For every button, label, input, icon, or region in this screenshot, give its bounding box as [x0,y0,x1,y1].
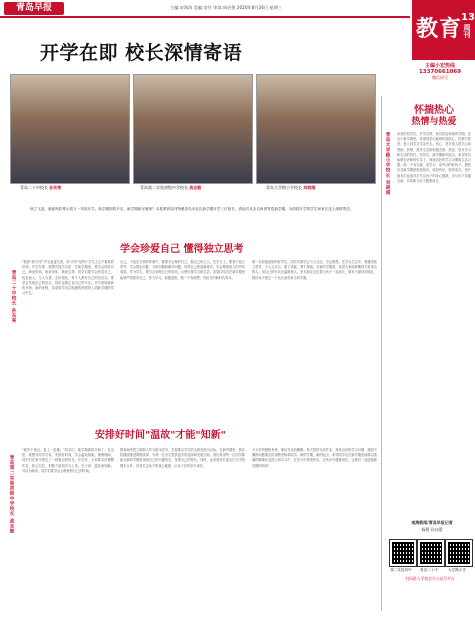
masthead-logo: 青岛早报 [4,2,64,15]
qr-caption-3: 大学路小学 [448,568,466,572]
qr-caption-2: 青岛二十中 [420,568,438,572]
host-label: 主编小宏热线 [424,63,455,69]
credit-line-1: 观海新闻/青岛早报记者 [411,520,453,525]
section-label: 周刊 [463,24,471,38]
photo-principal-2 [133,74,253,184]
qr-code-2[interactable] [418,540,444,566]
host-wechat: 微信同号 [432,75,448,80]
section-title: 教育 [416,17,463,42]
qr-caption-1: 第二实验初中 [390,568,412,572]
article-1-col-3: 做一名积极进取的好学生。同学们要学会与人交往，学会感恩。在学习生活中，要懂得独立思考，不人云亦云，敢于质疑，勇于探索。在新的学期里，希望大家能够懂得关爱身边的人，用自己的行动去温暖他人。家长朋友们也要与孩子一起成长，做孩子最好的朋友，陪伴孩子度过一个充实而有意义的学期。 [252,260,377,280]
photo-caption-1: 青岛二十中校长 孙东亮 [20,185,62,190]
article-1-col-1: "根深"和"开学"并无直接关系，但"开学"是每个学生人生中重要的时刻。开学在即，我想对同学们说：在新学期里，要学会珍爱自己，珍爱时间，珍爱身体，珍爱生命。同学们要学会欣赏自己，包容他人，与人为善，友好相处。每个人都有自己的闪光点，要学会发现自己的优点，同时也要正视自己的不足。开学意味着新的开始，新的征程，希望同学们以饱满的热情投入到新学期的学习中去。 [22,260,114,296]
article-3-body: 亲爱的同学们，开学在即，我们将迎来新的学期。在这个新学期里，希望同学们能够怀揣热心，热情与热爱，投入到学习生活中去。热心，是对他人的关心和帮助；热情，是对生活的积极态度；热爱，是对学习和生活的热忱。同学们，新学期新的起点，希望你们能够在老师的引导下，养成良好的学习习惯和生活习惯，做一个有礼貌、爱学习、爱劳动的好孩子。愿你们在新学期里收获知识，收获快乐，收获成长。家长朋友们也请多多关注孩子的身心健康，多与孩子沟通交流，共同助力孩子健康成长。 [397,132,471,183]
article-3-byline: 青岛大学路小学校长 刘晓娟 [385,132,390,196]
article-2-col-1: "欲穷千里目，更上一层楼。"同学们，新学期即将开始了。在这里，我想对同学们说，安排好时间，学会温故知新。暑假期间，同学们在家中度过了一段难忘的时光。开学后，大家要尽快调整作息，收心归位，把精力放到学习上来。孔子说：温故而知新，可以为师矣。同学们要学会合理规划自己的时间。 [22,448,114,473]
photo-caption-3: 青岛大学路小学校长 刘晓娟 [266,185,316,190]
qr-footer: 扫码进入学校官方公众号平台 [405,576,455,581]
qr-code-1[interactable] [390,540,416,566]
intro-text: 秋之飞尧，渐欲绚彩预示着又一年的开学。新学期即将开启，新学期新在哪里？本报教育周刊特邀青岛市北区新学期开学三位校长，请他们从各自角度寄语新学期，为即将开学的学生和家长送上深情寄语。 [30,207,354,211]
article-3-title-2: 热情与热爱 [411,117,457,127]
photo-principal-1 [10,74,130,184]
masthead-info: 主编:宋海涛 美编:安丹 审读:周启悦 2020年8月26日 星期三 [170,5,282,10]
article-1-title: 学会珍爱自己 懂得独立思考 [120,244,244,255]
article-2-col-2: 教育始终把立德树人作为根本任务，学校要以学生的全面发展为目标。在新学期里，我们将继续推进课程改革，为每一位学生提供更多的选择和发展空间。我们希望每一位同学都能在新的学期里找到自己的兴趣所在，发挥自己的特长。同时，也希望家长朋友们与学校携手合作，共同关注孩子的身心健康，让孩子在快乐中成长。 [120,448,245,468]
article-3-title-1: 怀揣热心 [414,105,454,116]
page-number: 13 [461,12,475,23]
qr-code-3[interactable] [446,540,472,566]
page-headline: 开学在即 校长深情寄语 [40,42,243,64]
photo-caption-2: 青岛第二实验初级中学校长 战志毅 [140,185,202,190]
masthead-rule [0,16,410,18]
article-1-byline: 青岛二十中校长 孙东亮 [11,270,16,324]
host-phone: 13370661069 [418,69,462,75]
credit-line-2: 杨健 孙向蕾 [421,527,443,532]
article-2-col-3: 天天坚持锻炼身体，保证充足的睡眠。每天按时完成作业，养成良好的学习习惯。遇到不懂的问题要及时请教老师和同学。新的学期，新的起点，希望同学们在新学期里能够以饱满的精神状态投入到学习中，在学习中感受快乐，在快乐中健康成长。让我们一起迎接新学期的到来！ [252,448,377,468]
host-box [408,62,472,92]
column-divider [381,96,382,611]
section-tab [412,0,475,60]
article-2-title: 安排好时间"温故"才能"知新" [95,430,226,441]
photo-principal-3 [256,74,376,184]
article-2-byline: 青岛第二实验初级中学校长 战志毅 [9,455,14,534]
article-1-col-2: 自己，不论在怎样的环境中，都要学会保护自己，做自己的主人。在学习上，要善于独立思考，学会提出问题、分析问题和解决问题，培养自己的创新意识。学会尊重他人的劳动成果。作为学生，要学会管理自己的时间，合理安排学习和生活。希望同学们在新学期里能够严格要求自己，努力学习，积极进取，做一个有理想、有担当的新时代青年。 [120,260,245,280]
